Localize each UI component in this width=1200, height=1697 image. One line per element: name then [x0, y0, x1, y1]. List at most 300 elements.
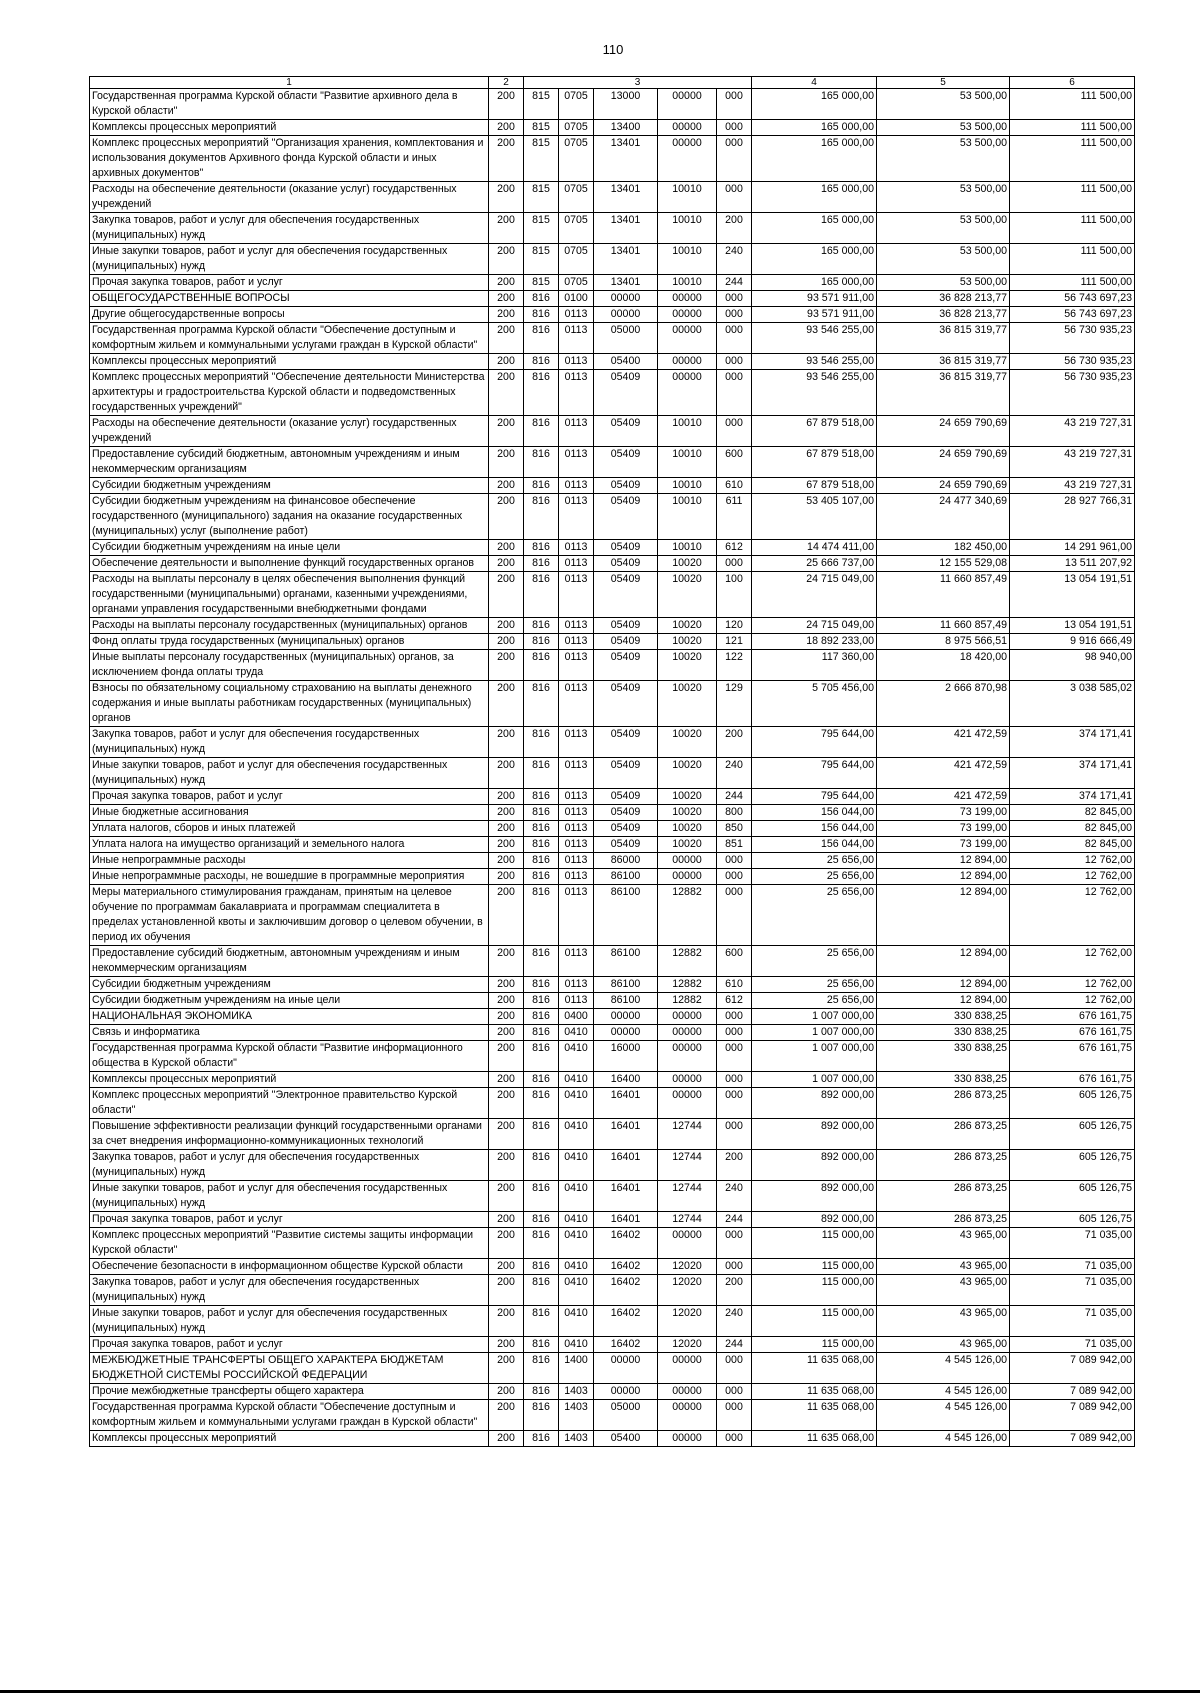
row-name-cell: Субсидии бюджетным учреждениям	[90, 478, 489, 494]
table-row	[90, 681, 1135, 727]
row-code-cell: 200	[489, 1259, 524, 1275]
row-code-cell: 200	[489, 572, 524, 618]
row-amount-cell: 43 965,00	[877, 1259, 1010, 1275]
row-code-cell: 816	[524, 1400, 559, 1431]
row-code-cell: 00000	[594, 1025, 658, 1041]
row-code-cell: 10020	[658, 650, 717, 681]
row-amount-cell: 43 965,00	[877, 1275, 1010, 1306]
row-amount-cell: 286 873,25	[877, 1181, 1010, 1212]
row-code-cell: 0113	[559, 885, 594, 946]
row-code-cell: 121	[717, 634, 752, 650]
row-amount-cell: 676 161,75	[1010, 1041, 1135, 1072]
row-amount-cell: 156 044,00	[752, 821, 877, 837]
row-code-cell: 0410	[559, 1150, 594, 1181]
row-code-cell: 200	[717, 213, 752, 244]
row-amount-cell: 12 894,00	[877, 946, 1010, 977]
row-code-cell: 600	[717, 946, 752, 977]
row-code-cell: 10020	[658, 758, 717, 789]
row-amount-cell: 165 000,00	[752, 89, 877, 120]
table-row	[90, 1259, 1135, 1275]
row-code-cell: 816	[524, 1275, 559, 1306]
row-code-cell: 16401	[594, 1212, 658, 1228]
row-amount-cell: 12 894,00	[877, 977, 1010, 993]
row-amount-cell: 892 000,00	[752, 1181, 877, 1212]
row-name-cell: Прочая закупка товаров, работ и услуг	[90, 1337, 489, 1353]
row-code-cell: 200	[489, 540, 524, 556]
row-code-cell: 00000	[594, 1009, 658, 1025]
row-amount-cell: 53 500,00	[877, 213, 1010, 244]
row-code-cell: 05409	[594, 572, 658, 618]
row-code-cell: 200	[489, 1150, 524, 1181]
row-amount-cell: 286 873,25	[877, 1088, 1010, 1119]
row-name-cell: Государственная программа Курской области "Развитие архивного дела в Курской области"	[90, 89, 489, 120]
row-code-cell: 200	[489, 618, 524, 634]
row-amount-cell: 374 171,41	[1010, 789, 1135, 805]
row-amount-cell: 56 730 935,23	[1010, 323, 1135, 354]
row-code-cell: 16402	[594, 1259, 658, 1275]
row-code-cell: 0113	[559, 494, 594, 540]
row-code-cell: 0410	[559, 1275, 594, 1306]
row-code-cell: 12020	[658, 1306, 717, 1337]
table-row	[90, 1353, 1135, 1384]
row-code-cell: 200	[489, 1009, 524, 1025]
row-code-cell: 816	[524, 727, 559, 758]
row-code-cell: 816	[524, 1009, 559, 1025]
table-row	[90, 1212, 1135, 1228]
row-code-cell: 816	[524, 447, 559, 478]
row-amount-cell: 165 000,00	[752, 120, 877, 136]
row-code-cell: 200	[489, 136, 524, 182]
table-row	[90, 1384, 1135, 1400]
row-code-cell: 10020	[658, 618, 717, 634]
row-code-cell: 0113	[559, 572, 594, 618]
row-code-cell: 16000	[594, 1041, 658, 1072]
row-code-cell: 10010	[658, 447, 717, 478]
row-name-cell: Меры материального стимулирования гражданам, принятым на целевое обучение по программам бакалавриата и программам специалитета в пределах установленной квоты и заключившим договор о целевом обучении, в период их обучения	[90, 885, 489, 946]
row-code-cell: 10010	[658, 244, 717, 275]
row-name-cell: Государственная программа Курской области "Обеспечение доступным и комфортным жильем и коммунальными услугами граждан в Курской области"	[90, 1400, 489, 1431]
header-col-1: 1	[90, 77, 489, 89]
row-code-cell: 0705	[559, 244, 594, 275]
row-code-cell: 816	[524, 556, 559, 572]
row-code-cell: 05000	[594, 1400, 658, 1431]
row-amount-cell: 11 660 857,49	[877, 572, 1010, 618]
row-name-cell: Другие общегосударственные вопросы	[90, 307, 489, 323]
row-code-cell: 0705	[559, 120, 594, 136]
row-amount-cell: 4 545 126,00	[877, 1431, 1010, 1447]
row-code-cell: 05409	[594, 681, 658, 727]
row-code-cell: 816	[524, 540, 559, 556]
row-code-cell: 1400	[559, 1353, 594, 1384]
row-code-cell: 240	[717, 1181, 752, 1212]
row-amount-cell: 12 762,00	[1010, 993, 1135, 1009]
row-code-cell: 0705	[559, 213, 594, 244]
row-name-cell: Закупка товаров, работ и услуг для обеспечения государственных (муниципальных) нужд	[90, 1150, 489, 1181]
row-code-cell: 000	[717, 885, 752, 946]
row-amount-cell: 165 000,00	[752, 244, 877, 275]
row-amount-cell: 4 545 126,00	[877, 1353, 1010, 1384]
row-code-cell: 000	[717, 1119, 752, 1150]
row-name-cell: Предоставление субсидий бюджетным, автономным учреждениям и иным некоммерческим организациям	[90, 447, 489, 478]
row-code-cell: 0113	[559, 634, 594, 650]
row-amount-cell: 111 500,00	[1010, 120, 1135, 136]
budget-table-container	[89, 76, 1134, 1447]
row-code-cell: 0113	[559, 805, 594, 821]
row-code-cell: 13401	[594, 244, 658, 275]
row-code-cell: 120	[717, 618, 752, 634]
row-name-cell: Закупка товаров, работ и услуг для обеспечения государственных (муниципальных) нужд	[90, 727, 489, 758]
row-code-cell: 12020	[658, 1337, 717, 1353]
row-code-cell: 851	[717, 837, 752, 853]
row-code-cell: 0113	[559, 618, 594, 634]
table-row	[90, 323, 1135, 354]
row-amount-cell: 18 420,00	[877, 650, 1010, 681]
row-code-cell: 200	[489, 1119, 524, 1150]
row-code-cell: 00000	[658, 307, 717, 323]
row-amount-cell: 12 762,00	[1010, 977, 1135, 993]
row-amount-cell: 25 656,00	[752, 853, 877, 869]
table-row	[90, 837, 1135, 853]
table-body	[90, 89, 1135, 1447]
row-code-cell: 000	[717, 323, 752, 354]
row-amount-cell: 12 762,00	[1010, 869, 1135, 885]
row-amount-cell: 115 000,00	[752, 1275, 877, 1306]
row-code-cell: 05409	[594, 789, 658, 805]
row-code-cell: 0113	[559, 307, 594, 323]
row-code-cell: 10010	[658, 275, 717, 291]
row-code-cell: 200	[489, 89, 524, 120]
row-code-cell: 000	[717, 556, 752, 572]
row-code-cell: 05409	[594, 540, 658, 556]
row-name-cell: Иные закупки товаров, работ и услуг для обеспечения государственных (муниципальных) нужд	[90, 244, 489, 275]
row-code-cell: 12744	[658, 1212, 717, 1228]
row-code-cell: 10020	[658, 634, 717, 650]
row-code-cell: 12744	[658, 1150, 717, 1181]
table-row	[90, 136, 1135, 182]
row-code-cell: 200	[489, 494, 524, 540]
row-code-cell: 86100	[594, 993, 658, 1009]
row-name-cell: Иные закупки товаров, работ и услуг для обеспечения государственных (муниципальных) нужд	[90, 1306, 489, 1337]
row-code-cell: 12744	[658, 1181, 717, 1212]
row-amount-cell: 330 838,25	[877, 1009, 1010, 1025]
row-code-cell: 00000	[658, 323, 717, 354]
row-amount-cell: 11 660 857,49	[877, 618, 1010, 634]
table-row	[90, 1088, 1135, 1119]
row-code-cell: 200	[489, 244, 524, 275]
row-code-cell: 0705	[559, 275, 594, 291]
row-code-cell: 000	[717, 1400, 752, 1431]
row-code-cell: 10010	[658, 540, 717, 556]
row-code-cell: 10020	[658, 821, 717, 837]
row-code-cell: 000	[717, 853, 752, 869]
row-code-cell: 816	[524, 885, 559, 946]
row-amount-cell: 43 219 727,31	[1010, 416, 1135, 447]
table-row	[90, 758, 1135, 789]
row-name-cell: Государственная программа Курской области "Обеспечение доступным и комфортным жильем и коммунальными услугами граждан в Курской области"	[90, 323, 489, 354]
row-code-cell: 13000	[594, 89, 658, 120]
table-row	[90, 789, 1135, 805]
row-code-cell: 200	[489, 416, 524, 447]
row-code-cell: 1403	[559, 1384, 594, 1400]
row-code-cell: 0113	[559, 650, 594, 681]
row-amount-cell: 12 894,00	[877, 993, 1010, 1009]
row-name-cell: Иные бюджетные ассигнования	[90, 805, 489, 821]
row-amount-cell: 25 656,00	[752, 869, 877, 885]
row-amount-cell: 43 965,00	[877, 1228, 1010, 1259]
row-name-cell: Расходы на обеспечение деятельности (оказание услуг) государственных учреждений	[90, 416, 489, 447]
row-code-cell: 10020	[658, 805, 717, 821]
row-code-cell: 000	[717, 307, 752, 323]
row-code-cell: 000	[717, 1088, 752, 1119]
row-code-cell: 86100	[594, 885, 658, 946]
row-code-cell: 000	[717, 1072, 752, 1088]
table-row	[90, 853, 1135, 869]
row-code-cell: 0113	[559, 789, 594, 805]
row-amount-cell: 14 291 961,00	[1010, 540, 1135, 556]
row-name-cell: Комплексы процессных мероприятий	[90, 120, 489, 136]
row-code-cell: 0113	[559, 681, 594, 727]
row-code-cell: 816	[524, 1181, 559, 1212]
row-code-cell: 12882	[658, 946, 717, 977]
row-code-cell: 816	[524, 1088, 559, 1119]
row-amount-cell: 4 545 126,00	[877, 1384, 1010, 1400]
row-code-cell: 816	[524, 789, 559, 805]
row-code-cell: 86100	[594, 977, 658, 993]
row-amount-cell: 43 219 727,31	[1010, 447, 1135, 478]
row-code-cell: 244	[717, 275, 752, 291]
row-code-cell: 816	[524, 572, 559, 618]
row-code-cell: 0113	[559, 837, 594, 853]
row-code-cell: 16402	[594, 1306, 658, 1337]
row-code-cell: 0705	[559, 89, 594, 120]
row-amount-cell: 892 000,00	[752, 1150, 877, 1181]
row-code-cell: 200	[489, 307, 524, 323]
row-code-cell: 05409	[594, 650, 658, 681]
row-amount-cell: 7 089 942,00	[1010, 1431, 1135, 1447]
row-name-cell: Комплексы процессных мероприятий	[90, 1072, 489, 1088]
table-row	[90, 416, 1135, 447]
row-name-cell: Уплата налогов, сборов и иных платежей	[90, 821, 489, 837]
row-amount-cell: 1 007 000,00	[752, 1072, 877, 1088]
table-row	[90, 1025, 1135, 1041]
row-code-cell: 16402	[594, 1228, 658, 1259]
row-code-cell: 12882	[658, 993, 717, 1009]
row-code-cell: 00000	[658, 1025, 717, 1041]
row-code-cell: 200	[489, 370, 524, 416]
row-amount-cell: 676 161,75	[1010, 1009, 1135, 1025]
row-code-cell: 200	[489, 1072, 524, 1088]
row-code-cell: 0113	[559, 370, 594, 416]
table-row	[90, 885, 1135, 946]
row-code-cell: 86100	[594, 869, 658, 885]
row-code-cell: 850	[717, 821, 752, 837]
row-amount-cell: 676 161,75	[1010, 1025, 1135, 1041]
row-code-cell: 200	[489, 1400, 524, 1431]
row-code-cell: 0100	[559, 291, 594, 307]
row-code-cell: 816	[524, 1119, 559, 1150]
row-name-cell: Субсидии бюджетным учреждениям на финансовое обеспечение государственного (муниципального) задания на оказание государственных (муниципальных) услуг (выполнение работ)	[90, 494, 489, 540]
row-code-cell: 610	[717, 478, 752, 494]
row-name-cell: НАЦИОНАЛЬНАЯ ЭКОНОМИКА	[90, 1009, 489, 1025]
row-code-cell: 00000	[658, 1400, 717, 1431]
row-amount-cell: 93 571 911,00	[752, 307, 877, 323]
row-code-cell: 815	[524, 89, 559, 120]
row-amount-cell: 115 000,00	[752, 1337, 877, 1353]
row-code-cell: 000	[717, 1259, 752, 1275]
row-amount-cell: 12 762,00	[1010, 885, 1135, 946]
row-code-cell: 200	[489, 275, 524, 291]
table-row	[90, 120, 1135, 136]
row-code-cell: 816	[524, 869, 559, 885]
row-code-cell: 240	[717, 244, 752, 275]
row-amount-cell: 374 171,41	[1010, 758, 1135, 789]
row-code-cell: 10010	[658, 478, 717, 494]
row-code-cell: 200	[489, 1431, 524, 1447]
row-amount-cell: 73 199,00	[877, 821, 1010, 837]
row-code-cell: 0113	[559, 821, 594, 837]
row-code-cell: 200	[489, 758, 524, 789]
row-code-cell: 200	[489, 1353, 524, 1384]
row-code-cell: 05409	[594, 837, 658, 853]
row-code-cell: 00000	[594, 291, 658, 307]
row-code-cell: 200	[489, 1228, 524, 1259]
row-amount-cell: 286 873,25	[877, 1119, 1010, 1150]
row-code-cell: 200	[717, 1275, 752, 1306]
row-amount-cell: 1 007 000,00	[752, 1041, 877, 1072]
row-amount-cell: 156 044,00	[752, 837, 877, 853]
row-amount-cell: 71 035,00	[1010, 1275, 1135, 1306]
row-code-cell: 12020	[658, 1275, 717, 1306]
row-code-cell: 0410	[559, 1228, 594, 1259]
row-amount-cell: 3 038 585,02	[1010, 681, 1135, 727]
row-code-cell: 200	[489, 213, 524, 244]
row-amount-cell: 71 035,00	[1010, 1337, 1135, 1353]
row-code-cell: 244	[717, 1337, 752, 1353]
row-amount-cell: 330 838,25	[877, 1025, 1010, 1041]
row-code-cell: 00000	[658, 120, 717, 136]
row-amount-cell: 14 474 411,00	[752, 540, 877, 556]
row-code-cell: 200	[717, 1150, 752, 1181]
row-code-cell: 200	[489, 634, 524, 650]
row-code-cell: 12882	[658, 885, 717, 946]
table-row	[90, 805, 1135, 821]
row-code-cell: 0410	[559, 1072, 594, 1088]
row-name-cell: Иные непрограммные расходы, не вошедшие в программные мероприятия	[90, 869, 489, 885]
row-code-cell: 00000	[658, 370, 717, 416]
row-code-cell: 0113	[559, 556, 594, 572]
row-code-cell: 13401	[594, 136, 658, 182]
row-amount-cell: 421 472,59	[877, 789, 1010, 805]
row-code-cell: 200	[489, 993, 524, 1009]
row-code-cell: 0113	[559, 323, 594, 354]
row-code-cell: 0410	[559, 1212, 594, 1228]
row-code-cell: 816	[524, 821, 559, 837]
row-code-cell: 05400	[594, 1431, 658, 1447]
row-amount-cell: 156 044,00	[752, 805, 877, 821]
row-code-cell: 05409	[594, 727, 658, 758]
row-amount-cell: 330 838,25	[877, 1072, 1010, 1088]
row-name-cell: Закупка товаров, работ и услуг для обеспечения государственных (муниципальных) нужд	[90, 213, 489, 244]
row-code-cell: 000	[717, 1384, 752, 1400]
row-amount-cell: 115 000,00	[752, 1259, 877, 1275]
row-amount-cell: 82 845,00	[1010, 837, 1135, 853]
row-code-cell: 0113	[559, 540, 594, 556]
row-code-cell: 200	[489, 650, 524, 681]
row-amount-cell: 4 545 126,00	[877, 1400, 1010, 1431]
row-code-cell: 10020	[658, 681, 717, 727]
header-col-3: 3	[524, 77, 752, 89]
row-code-cell: 00000	[658, 291, 717, 307]
row-amount-cell: 7 089 942,00	[1010, 1384, 1135, 1400]
row-name-cell: Комплекс процессных мероприятий "Электронное правительство Курской области"	[90, 1088, 489, 1119]
row-code-cell: 200	[489, 1088, 524, 1119]
row-name-cell: Расходы на выплаты персоналу в целях обеспечения выполнения функций государственными (муниципальными) органами, казенными учреждениями, органами управления государственными внебюджетными фондами	[90, 572, 489, 618]
row-code-cell: 200	[489, 869, 524, 885]
row-code-cell: 0113	[559, 853, 594, 869]
row-name-cell: Прочие межбюджетные трансферты общего характера	[90, 1384, 489, 1400]
row-name-cell: МЕЖБЮДЖЕТНЫЕ ТРАНСФЕРТЫ ОБЩЕГО ХАРАКТЕРА БЮДЖЕТАМ БЮДЖЕТНОЙ СИСТЕМЫ РОССИЙСКОЙ ФЕДЕРАЦИИ	[90, 1353, 489, 1384]
row-code-cell: 0113	[559, 869, 594, 885]
row-code-cell: 05409	[594, 821, 658, 837]
row-amount-cell: 795 644,00	[752, 727, 877, 758]
table-header	[90, 77, 1135, 89]
row-code-cell: 815	[524, 244, 559, 275]
row-code-cell: 816	[524, 1041, 559, 1072]
row-name-cell: Иные непрограммные расходы	[90, 853, 489, 869]
row-code-cell: 05400	[594, 354, 658, 370]
row-code-cell: 0705	[559, 136, 594, 182]
row-amount-cell: 53 500,00	[877, 136, 1010, 182]
row-amount-cell: 71 035,00	[1010, 1259, 1135, 1275]
row-code-cell: 000	[717, 120, 752, 136]
row-amount-cell: 25 656,00	[752, 977, 877, 993]
row-code-cell: 05409	[594, 447, 658, 478]
row-name-cell: Повышение эффективности реализации функций государственными органами за счет внедрения информационно-коммуникационных технологий	[90, 1119, 489, 1150]
row-code-cell: 816	[524, 1259, 559, 1275]
row-code-cell: 000	[717, 1025, 752, 1041]
budget-table	[89, 76, 1135, 1447]
row-code-cell: 200	[489, 1212, 524, 1228]
row-code-cell: 00000	[658, 1041, 717, 1072]
row-code-cell: 05000	[594, 323, 658, 354]
row-code-cell: 0113	[559, 447, 594, 478]
row-amount-cell: 605 126,75	[1010, 1119, 1135, 1150]
row-name-cell: Комплекс процессных мероприятий "Организация хранения, комплектования и использования документов Архивного фонда Курской области и иных архивных документов"	[90, 136, 489, 182]
row-name-cell: Прочая закупка товаров, работ и услуг	[90, 789, 489, 805]
row-amount-cell: 53 500,00	[877, 120, 1010, 136]
table-row	[90, 1275, 1135, 1306]
row-amount-cell: 36 815 319,77	[877, 370, 1010, 416]
row-code-cell: 00000	[658, 1009, 717, 1025]
row-amount-cell: 421 472,59	[877, 758, 1010, 789]
row-code-cell: 000	[717, 1009, 752, 1025]
row-code-cell: 16400	[594, 1072, 658, 1088]
row-code-cell: 0113	[559, 727, 594, 758]
row-code-cell: 816	[524, 1306, 559, 1337]
row-code-cell: 10010	[658, 416, 717, 447]
row-amount-cell: 56 730 935,23	[1010, 354, 1135, 370]
row-code-cell: 0113	[559, 416, 594, 447]
page-bottom-rule	[0, 1690, 1200, 1693]
row-code-cell: 00000	[658, 1088, 717, 1119]
table-row	[90, 1119, 1135, 1150]
row-amount-cell: 98 940,00	[1010, 650, 1135, 681]
row-amount-cell: 795 644,00	[752, 789, 877, 805]
row-code-cell: 816	[524, 946, 559, 977]
row-name-cell: Фонд оплаты труда государственных (муниципальных) органов	[90, 634, 489, 650]
row-code-cell: 05409	[594, 370, 658, 416]
row-name-cell: Комплексы процессных мероприятий	[90, 354, 489, 370]
